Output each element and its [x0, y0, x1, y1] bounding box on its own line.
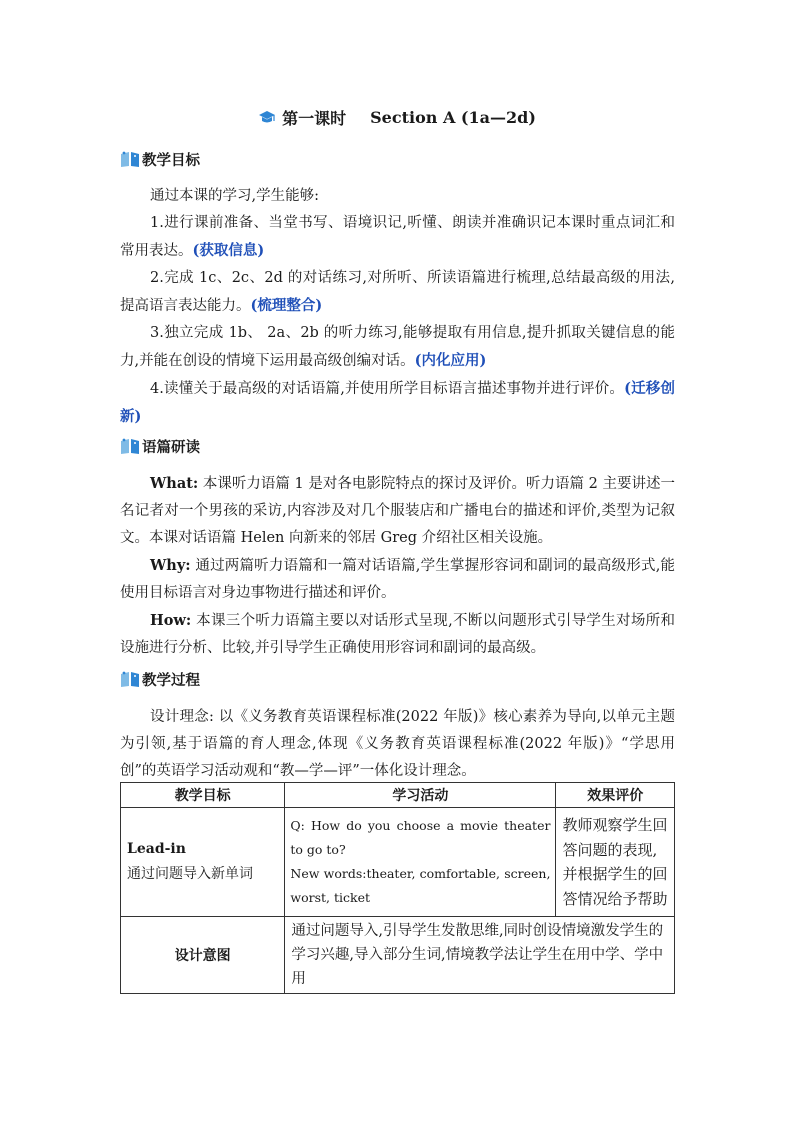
graduation-cap-icon: [258, 110, 276, 126]
table-row: [121, 917, 675, 994]
analysis-body: [120, 470, 675, 662]
book-icon: [120, 150, 140, 168]
title-cn: 第一课时: [282, 109, 347, 128]
title-en: Section A (1a—2d): [370, 108, 536, 127]
goal-cell: Lead-in 通过问题导入新单词: [121, 808, 285, 917]
design-intent-text: 通过问题导入,引导学生发散思维,同时创设情境激发学生的学习兴趣,导入部分生词,情境教学法让学生在用中学、学中用: [285, 917, 675, 994]
section-heading-process: 教学过程: [120, 669, 200, 689]
lesson-plan-table: [120, 782, 675, 994]
section-heading-analysis: 语篇研读: [120, 436, 200, 456]
objectives-body: [120, 183, 675, 431]
table-header: 学习活动: [285, 783, 556, 808]
analysis-how: How: 本课三个听力语篇主要以对话形式呈现,不断以问题形式引导学生对场所和设施进行分析、比较,并引导学生正确使用形容词和副词的最高级。: [120, 612, 675, 656]
table-header: 教学目标: [121, 783, 285, 808]
table-row: [121, 808, 675, 917]
analysis-what: What: 本课听力语篇 1 是对各电影院特点的探讨及评价。听力语篇 2 主要讲述一名记者对一个男孩的采访,内容涉及对几个服装店和广播电台的描述和评价,类型为记叙文。本课对话语篇 Helen 向新来的邻居 Greg 介绍社区相关设施。: [120, 475, 675, 546]
book-icon: [120, 437, 140, 455]
section-heading-objectives: 教学目标: [120, 149, 200, 169]
objective-item: 3.独立完成 1b、 2a、2b 的听力练习,能够提取有用信息,提升抓取关键信息的能力,并能在创设的情境下运用最高级创编对话。(内化应用): [120, 325, 675, 369]
design-intent-label: 设计意图: [121, 917, 285, 994]
evaluation-cell: 教师观察学生回答问题的表现,并根据学生的回答情况给予帮助: [556, 808, 675, 917]
table-header: 效果评价: [556, 783, 675, 808]
book-icon: [120, 670, 140, 688]
table-header-row: [121, 783, 675, 808]
objectives-intro: 通过本课的学习,学生能够:: [150, 188, 319, 204]
objective-item: 4.读懂关于最高级的对话语篇,并使用所学目标语言描述事物并进行评价。(迁移创新): [120, 380, 675, 425]
activity-cell: Q: How do you choose a movie theater to go to? New words:theater, comfortable, screen, worst, ticket: [285, 808, 556, 917]
analysis-why: Why: 通过两篇听力语篇和一篇对话语篇,学生掌握形容词和副词的最高级形式,能使用目标语言对身边事物进行描述和评价。: [120, 557, 675, 601]
lesson-title: [0, 106, 794, 129]
process-concept: 设计理念: 以《义务教育英语课程标准(2022 年版)》核心素养为导向,以单元主题为引领,基于语篇的育人理念,体现《义务教育英语课程标准(2022 年版)》“学思用创”的英语学习活动观和“教—学—评”一体化设计理念。: [120, 709, 675, 779]
objective-item: 1.进行课前准备、当堂书写、语境识记,听懂、朗读并准确识记本课时重点词汇和常用表达。(获取信息): [120, 215, 675, 259]
objective-item: 2.完成 1c、2c、2d 的对话练习,对所听、所读语篇进行梳理,总结最高级的用法,提高语言表达能力。(梳理整合): [120, 270, 675, 314]
